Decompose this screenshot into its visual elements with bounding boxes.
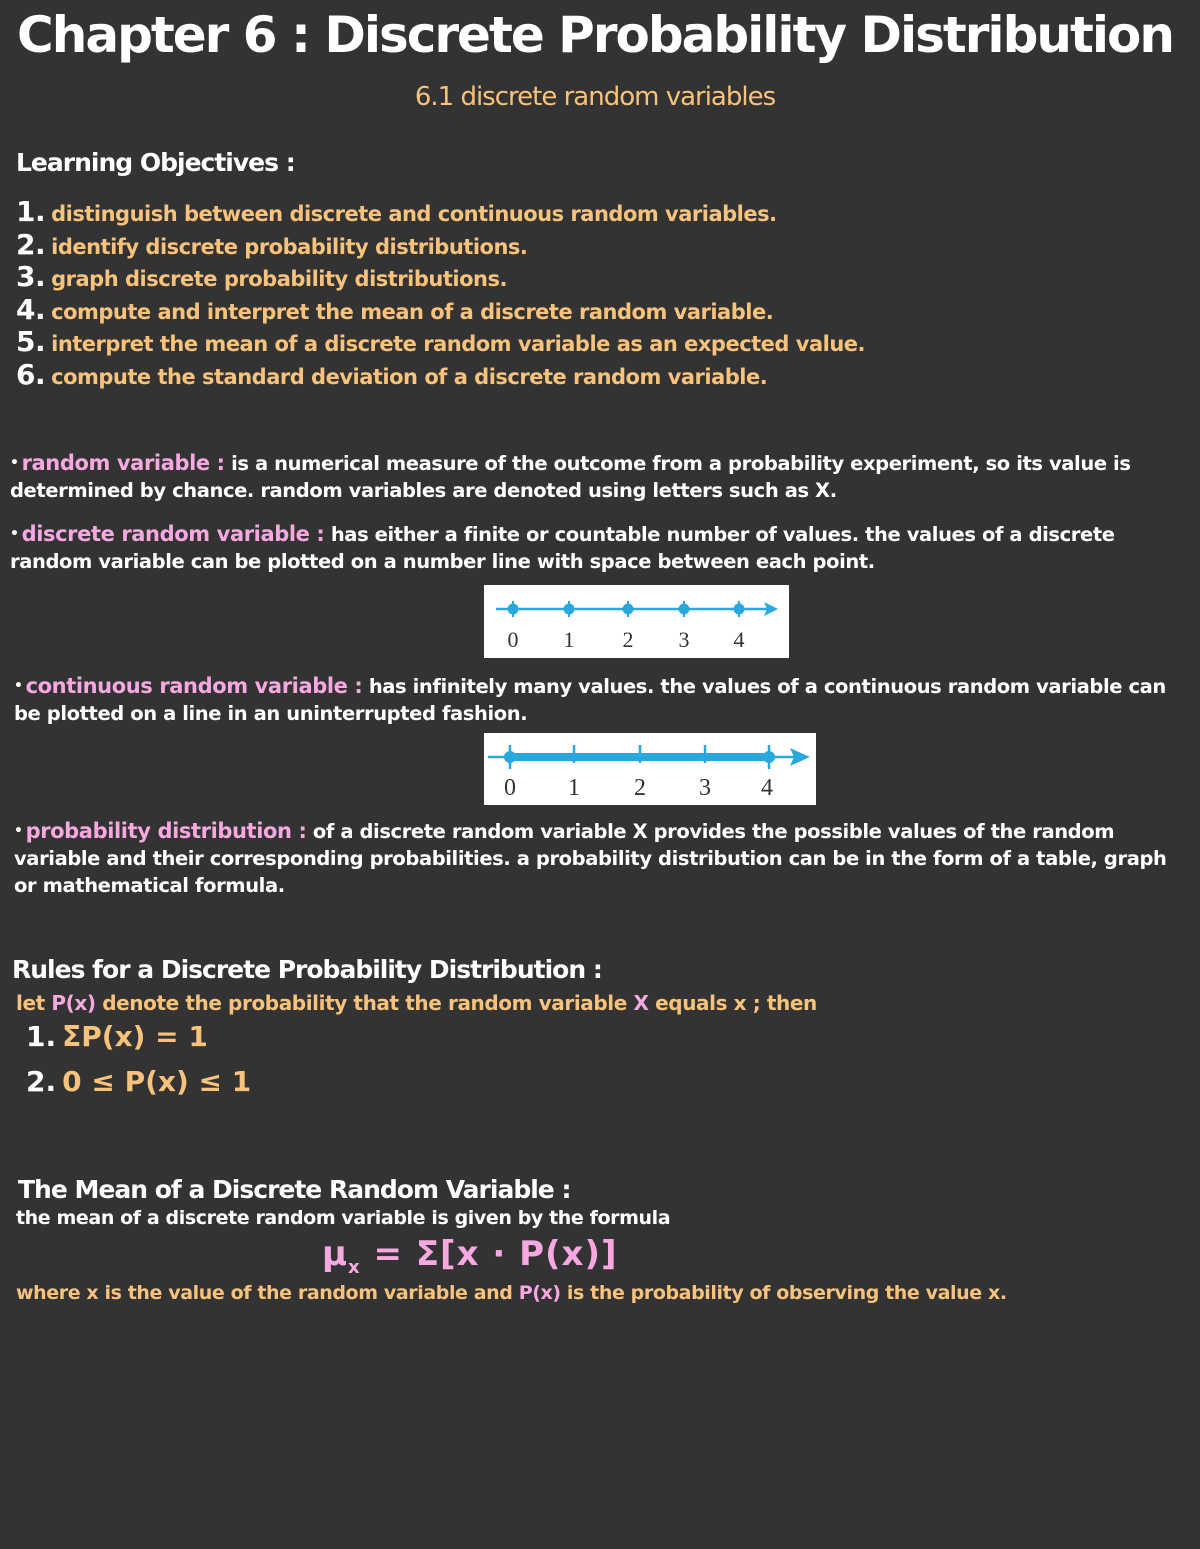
definition-random-variable [10, 450, 1180, 504]
term-continuous: continuous random variable : [25, 674, 363, 698]
bullet-icon: • [14, 678, 23, 694]
mean-where: where x is the value of the random variable and P(x) is the probability of observing the value x. [16, 1282, 1007, 1304]
mean-intro: the mean of a discrete random variable is given by the formula [16, 1207, 671, 1229]
definition-text: has either a finite or countable number of values. the values of a discrete random variable can be plotted on a number line with space between each point. [10, 523, 1115, 573]
objective-item: 5. interpret the mean of a discrete random variable as an expected value. [16, 325, 865, 358]
discrete-number-line [484, 585, 789, 658]
rules-heading: Rules for a Discrete Probability Distribution : [12, 955, 602, 984]
objective-item: 4. compute and interpret the mean of a discrete random variable. [16, 292, 774, 326]
objectives-heading: Learning Objectives : [16, 148, 295, 177]
discrete-number-line-graphic [484, 585, 789, 658]
term-distribution: probability distribution : [25, 819, 307, 843]
tick-label: 1 [563, 627, 575, 652]
objectives-list [16, 196, 865, 391]
bullet-icon: • [10, 455, 19, 471]
mean-formula: $\mu_x = \Sigma[x \cdot P(x)]$ [322, 1234, 618, 1278]
definition-text: is a numerical measure of the outcome from a probability experiment, so its value is determined by chance. random variables are denoted using letters such as X. [10, 452, 1131, 502]
objective-item: 1. distinguish between discrete and continuous random variables. [16, 195, 777, 228]
tick-label: 3 [678, 627, 690, 652]
continuous-number-line [484, 733, 816, 805]
continuous-number-line-graphic [484, 733, 816, 805]
definition-distribution [14, 818, 1180, 899]
tick-label: 0 [504, 775, 516, 801]
definition-continuous [14, 673, 1180, 727]
tick-label: 2 [634, 775, 646, 801]
tick-label: 4 [733, 627, 745, 652]
page-title: Chapter 6 : Discrete Probability Distribution [17, 6, 1173, 64]
rule-item: 1. ΣP(x) = 1 [26, 1020, 208, 1053]
tick-label: 1 [568, 775, 580, 801]
tick-label: 4 [761, 775, 773, 801]
tick-label: 2 [622, 627, 634, 652]
definition-text: has infinitely many values. the values of a continuous random variable can be plotted on a line in an uninterrupted fashion. [14, 675, 1166, 725]
term-random-variable: random variable : [21, 451, 225, 475]
bullet-icon: • [10, 526, 19, 542]
objective-item: 6. compute the standard deviation of a discrete random variable. [16, 357, 768, 391]
rules-intro: let P(x) denote the probability that the random variable X equals x ; then [16, 991, 817, 1015]
rule-item: 2. 0 ≤ P(x) ≤ 1 [26, 1065, 252, 1098]
tick-label: 0 [507, 627, 519, 652]
definition-discrete [10, 521, 1180, 575]
mean-heading: The Mean of a Discrete Random Variable : [18, 1175, 571, 1204]
definition-text: of a discrete random variable X provides the possible values of the random variable and their corresponding probabilities. a probability distribution can be in the form of a table, graph or mathematical formula. [14, 820, 1167, 897]
objective-item: 3. graph discrete probability distributions. [16, 260, 507, 293]
term-discrete: discrete random variable : [21, 522, 325, 546]
objective-item: 2. identify discrete probability distributions. [16, 227, 528, 261]
tick-label: 3 [699, 775, 711, 801]
bullet-icon: • [14, 823, 23, 839]
section-subtitle: 6.1 discrete random variables [414, 82, 776, 112]
